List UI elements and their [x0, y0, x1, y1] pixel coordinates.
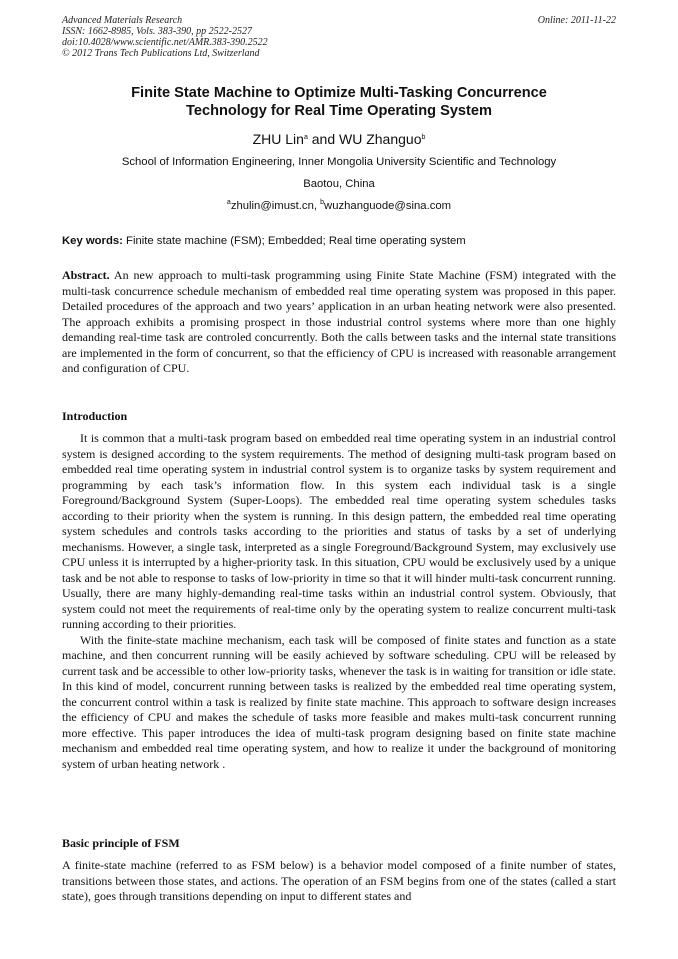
keywords — [62, 234, 616, 248]
issn-line: ISSN: 1662-8985, Vols. 383-390, pp 2522-2527 — [62, 26, 252, 37]
author-1: ZHU Lin — [252, 131, 304, 147]
fsm-paragraph-1: A finite-state machine (referred to as FSM below) is a behavior model composed of a finite number of states, transitions between those states, and actions. The operation of an FSM begins from one of the states (called a start state), goes through transitions depending on input to different states and — [62, 858, 616, 903]
abstract-text: An new approach to multi-task programming using Finite State Machine (FSM) integrated with the multi-task concurrence schedule mechanism of embedded real time operating system was proposed in this paper. Detailed procedures of the approach and two years’ application in an urban heating network were also presented. The approach exhibits a promising prospect in those industrial control systems where more than one highly demanding real-time task are controled concurrently. Both the calls between tasks and the internal state transitions are implemented in the form of concurrent, so that the efficiency of CPU is increased with reasonable arrangement and configuration of CPU. — [62, 268, 616, 375]
online-date: Online: 2011-11-22 — [537, 15, 616, 26]
title-line-1: Finite State Machine to Optimize Multi-Tasking Concurrence — [131, 85, 547, 101]
journal-name: Advanced Materials Research — [62, 15, 183, 26]
keywords-label: Key words: — [62, 235, 123, 247]
introduction-body — [62, 431, 616, 772]
author-2-sup: b — [421, 134, 426, 141]
affiliation-line-2: Baotou, China — [303, 178, 375, 190]
author-1-sup: a — [303, 134, 308, 141]
affiliation-line-1: School of Information Engineering, Inner Mongolia University Scientific and Technology — [121, 156, 557, 168]
email-1-sup: a — [226, 199, 231, 206]
author-list — [62, 130, 616, 148]
email-1: zhulin@imust.cn, — [230, 200, 321, 212]
fsm-body — [62, 858, 616, 905]
email-2: wuzhanguode@sina.com — [324, 200, 452, 212]
keywords-text: Finite state machine (FSM); Embedded; Real time operating system — [122, 235, 466, 247]
abstract — [62, 268, 616, 377]
author-2: WU Zhanguo — [339, 131, 422, 147]
paper-title — [62, 84, 616, 120]
introduction-paragraph-2: With the finite-state machine mechanism, each task will be composed of finite states and function as a state machine, and then concurrent running will be easily achieved by software scheduling. CPU will be released by current task and be accessible to other low-priority tasks, whenever the task is in waiting for transition or idle state. In this kind of model, concurrent running between tasks is realized by the embedded real time operating system, the concurrent control within a task is realized by finite state machine. This approach to software design increases the efficiency of CPU and makes the schedule of tasks more feasible and makes multi-task concurrent running more effective. This paper introduces the idea of multi-task program designing based on finite state machine mechanism and embedded real time operating system, and how to realize it under the background of monitoring system of urban heating network . — [62, 632, 616, 771]
introduction-paragraph-1: It is common that a multi-task program based on embedded real time operating system in an industrial control system is designed according to the system requirements. The method of designing multi-task program based on embedded real time operating system in industrial control system is to organize tasks by system requirement and programming by each task’s information flow. In this system each individual task is a single Foreground/Background System (Super-Loops). The embedded real time operating system schedules tasks according to their priority when the system is running. In this design pattern, the embedded real time operating system schedules and controls tasks according to the priorities and status of tasks by a set of underlying mechanisms. However, a single task, interpreted as a single Foreground/Background System, may exclusively use CPU unless it is interrupted by a higher-priority task. In this situation, CPU would be exclusively used by a unique task and be not able to response to tasks of low-priority in time so that it will hinder multi-task concurrent running. Usually, there are many highly-demanding real-time tasks within an industrial control system. Obviously, that system could not meet the requirements of real-time only by the operating system to realize concurrent multi-task running according to their priorities. — [62, 431, 616, 631]
title-line-2: Technology for Real Time Operating System — [186, 103, 492, 119]
author-and: and — [307, 131, 339, 147]
doi-line: doi:10.4028/www.scientific.net/AMR.383-390.2522 — [62, 37, 268, 48]
introduction-heading: Introduction — [62, 409, 128, 423]
email-line — [62, 199, 616, 213]
copyright-line: © 2012 Trans Tech Publications Ltd, Switzerland — [62, 48, 260, 59]
fsm-heading: Basic principle of FSM — [62, 836, 180, 850]
abstract-label: Abstract. — [62, 268, 110, 282]
email-2-sup: b — [320, 199, 325, 206]
journal-header — [62, 15, 616, 59]
